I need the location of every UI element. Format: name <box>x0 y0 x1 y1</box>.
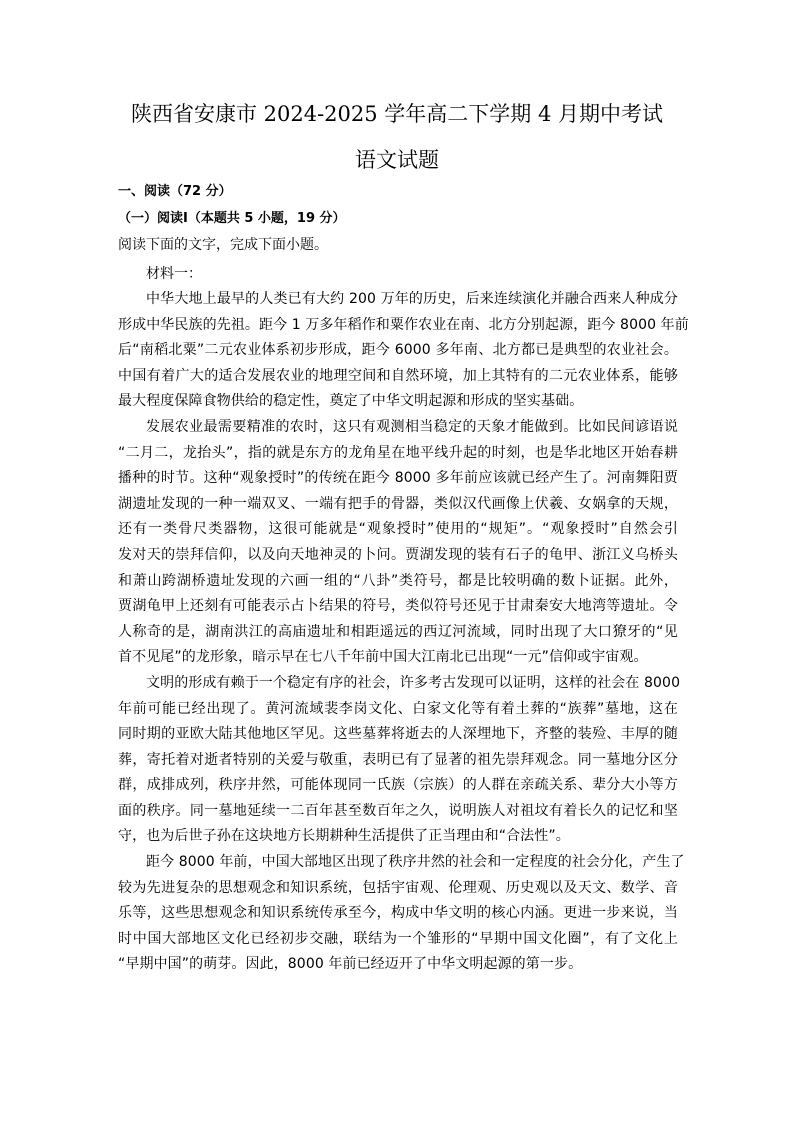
passage-body <box>118 287 689 978</box>
passage-line: 较为先进复杂的思想观念和知识系统，包括宇宙观、伦理观、历史观以及天文、数学、音 <box>118 879 678 896</box>
passage-line: 发对天的崇拜信仰，以及向天地神灵的卜问。贾湖发现的装有石子的龟甲、浙江义乌桥头 <box>118 546 678 563</box>
passage-line: 后“南稻北粟”二元农业体系初步形成，距今 6000 多年南、北方都已是典型的农业社会。 <box>118 342 678 359</box>
passage-line: 和萧山跨湖桥遗址发现的六画一组的“八卦”类符号，都是比较明确的数卜证据。此外， <box>118 572 678 589</box>
passage-line: 人称奇的是，湖南洪江的高庙遗址和相距遥远的西辽河流域，同时出现了大口獠牙的“见 <box>118 623 678 640</box>
passage-line: 贾湖龟甲上还刻有可能表示占卜结果的符号，类似符号还见于甘肃秦安大地湾等遗址。令 <box>118 598 678 615</box>
passage-line: 中华大地上最早的人类已有大约 200 万年的历史，后来连续演化并融合西来人种成分 <box>146 291 678 307</box>
passage-line: 形成中华民族的先祖。距今 1 万多年稻作和粟作农业在南、北方分别起源，距今 8000 年前 <box>118 316 689 333</box>
passage-line: 葬，寄托着对逝者特别的关爱与敬重，表明已有了显著的祖先崇拜观念。同一墓地分区分 <box>118 751 678 768</box>
passage-line: 湖遗址发现的一种一端双叉、一端有把手的骨器，类似汉代画像上伏羲、女娲拿的天规， <box>118 495 678 512</box>
passage-paragraph <box>118 850 685 978</box>
material-label: 材料一： <box>146 266 202 282</box>
passage-line: 年前可能已经出现了。黄河流域裴李岗文化、白家文化等有着土葬的“族葬”墓地，这在 <box>118 700 678 717</box>
passage-line: 时中国大部地区文化已经初步交融，联结为一个雏形的“早期中国文化圈”，有了文化上 <box>118 930 678 947</box>
passage-line: 首不见尾”的龙形象，暗示早在七八千年前中国大江南北已出现“一元”信仰或宇宙观。 <box>118 649 648 666</box>
passage-line: 文明的形成有赖于一个稳定有序的社会，许多考古发现可以证明，这样的社会在 8000 <box>146 674 681 691</box>
passage-line: “早期中国”的萌芽。因此，8000 年前已经迈开了中华文明起源的第一步。 <box>118 956 583 973</box>
passage-line: 群，成排成列，秩序井然，可能体现同一氏族（宗族）的人群在亲疏关系、辈分大小等方 <box>118 777 678 794</box>
reading-instruction: 阅读下面的文字，完成下面小题。 <box>118 237 328 253</box>
passage-paragraph <box>118 415 678 671</box>
exam-subtitle: 语文试题 <box>355 148 439 172</box>
passage-line: 最大程度保障食物供给的稳定性，奠定了中华文明起源和形成的坚实基础。 <box>118 393 584 410</box>
passage-line: 面的秩序。同一墓地延续一二百年甚至数百年之久，说明族人对祖坟有着长久的记忆和坚 <box>118 802 678 819</box>
subsection-heading: （一）阅读Ⅰ（本题共 5 小题，19 分） <box>118 211 346 226</box>
exam-title: 陕西省安康市 2024-2025 学年高二下学期 4 月期中考试 <box>130 102 664 126</box>
passage-paragraph <box>118 287 689 415</box>
passage-line: 守，也为后世子孙在这块地方长期耕种生活提供了正当理由和“合法性”。 <box>118 828 570 845</box>
passage-line: 同时期的亚欧大陆其他地区罕见。这些墓葬将逝去的人深埋地下，齐整的装殓、丰厚的随 <box>118 726 678 743</box>
passage-line: 中国有着广大的适合发展农业的地理空间和自然环境，加上其特有的二元农业体系，能够 <box>118 367 678 384</box>
passage-line: 乐等，这些思想观念和知识系统传承至今，构成中华文明的核心内涵。更进一步来说，当 <box>118 905 678 922</box>
section-heading: 一、阅读（72 分） <box>118 184 232 199</box>
passage-line: 播种的时节。这种“观象授时”的传统在距今 8000 多年前应该就已经产生了。河南舞阳贾 <box>118 470 678 487</box>
passage-line: “二月二，龙抬头”，指的就是东方的龙角星在地平线升起的时刻，也是华北地区开始春耕 <box>118 444 678 461</box>
passage-line: 发展农业最需要精准的农时，这只有观测相当稳定的天象才能做到。比如民间谚语说 <box>146 418 678 435</box>
passage-line: 距今 8000 年前，中国大部地区出现了秩序井然的社会和一定程度的社会分化，产生了 <box>146 854 685 871</box>
passage-paragraph <box>118 671 681 850</box>
passage-line: 还有一类骨尺类器物，这很可能就是“观象授时”使用的“规矩”。“观象授时”自然会引 <box>118 521 678 538</box>
